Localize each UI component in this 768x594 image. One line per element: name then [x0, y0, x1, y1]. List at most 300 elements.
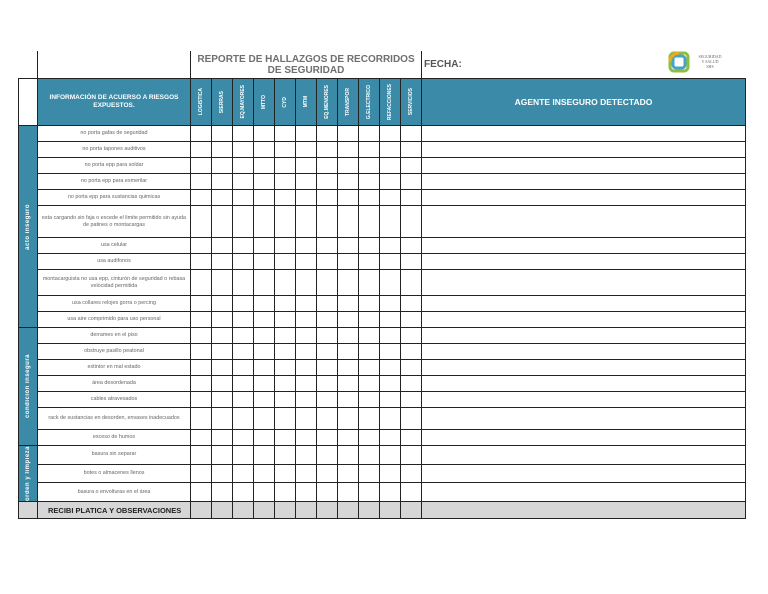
check-cell[interactable]: [191, 446, 212, 465]
check-cell[interactable]: [317, 238, 338, 254]
check-cell[interactable]: [254, 238, 275, 254]
risk-item: usa collares relojes gorra o percing: [38, 296, 191, 312]
table-row: [19, 446, 746, 465]
check-cell[interactable]: [380, 158, 401, 174]
check-cell[interactable]: [380, 312, 401, 328]
check-cell[interactable]: [401, 238, 422, 254]
footer-cell[interactable]: [359, 502, 380, 519]
check-cell[interactable]: [359, 190, 380, 206]
check-cell[interactable]: [254, 296, 275, 312]
check-cell[interactable]: [317, 464, 338, 483]
check-cell[interactable]: [296, 254, 317, 270]
check-cell[interactable]: [212, 446, 233, 465]
check-cell[interactable]: [359, 328, 380, 344]
check-cell[interactable]: [296, 392, 317, 408]
check-cell[interactable]: [254, 142, 275, 158]
check-cell[interactable]: [191, 238, 212, 254]
check-cell[interactable]: [275, 464, 296, 483]
check-cell[interactable]: [296, 446, 317, 465]
check-cell[interactable]: [275, 360, 296, 376]
check-cell[interactable]: [212, 392, 233, 408]
check-cell[interactable]: [317, 328, 338, 344]
check-cell[interactable]: [359, 206, 380, 238]
check-cell[interactable]: [338, 430, 359, 446]
check-cell[interactable]: [317, 446, 338, 465]
check-cell[interactable]: [275, 270, 296, 296]
check-cell[interactable]: [191, 464, 212, 483]
check-cell[interactable]: [401, 126, 422, 142]
check-cell[interactable]: [338, 446, 359, 465]
check-cell[interactable]: [275, 190, 296, 206]
check-cell[interactable]: [338, 296, 359, 312]
check-cell[interactable]: [212, 430, 233, 446]
agente-cell[interactable]: [422, 174, 746, 190]
check-cell[interactable]: [317, 392, 338, 408]
check-cell[interactable]: [359, 344, 380, 360]
footer-cell[interactable]: [380, 502, 401, 519]
check-cell[interactable]: [233, 464, 254, 483]
check-cell[interactable]: [254, 464, 275, 483]
check-cell[interactable]: [317, 158, 338, 174]
check-cell[interactable]: [254, 312, 275, 328]
agente-cell[interactable]: [422, 328, 746, 344]
check-cell[interactable]: [254, 430, 275, 446]
check-cell[interactable]: [380, 174, 401, 190]
check-cell[interactable]: [296, 464, 317, 483]
agente-cell[interactable]: [422, 254, 746, 270]
footer-cell[interactable]: [317, 502, 338, 519]
check-cell[interactable]: [380, 483, 401, 502]
check-cell[interactable]: [359, 430, 380, 446]
check-cell[interactable]: [380, 142, 401, 158]
check-cell[interactable]: [317, 254, 338, 270]
check-cell[interactable]: [401, 142, 422, 158]
check-cell[interactable]: [296, 296, 317, 312]
check-cell[interactable]: [296, 344, 317, 360]
check-cell[interactable]: [212, 328, 233, 344]
table-row: [19, 158, 746, 174]
table-row: [19, 270, 746, 296]
check-cell[interactable]: [296, 190, 317, 206]
check-cell[interactable]: [338, 408, 359, 430]
check-cell[interactable]: [401, 190, 422, 206]
check-cell[interactable]: [233, 174, 254, 190]
check-cell[interactable]: [380, 238, 401, 254]
check-cell[interactable]: [275, 430, 296, 446]
check-cell[interactable]: [380, 254, 401, 270]
check-cell[interactable]: [380, 126, 401, 142]
check-cell[interactable]: [212, 483, 233, 502]
check-cell[interactable]: [338, 464, 359, 483]
check-cell[interactable]: [359, 126, 380, 142]
check-cell[interactable]: [401, 446, 422, 465]
risk-item: usa audifonos: [38, 254, 191, 270]
check-cell[interactable]: [212, 206, 233, 238]
fecha-label: FECHA:: [424, 59, 462, 70]
check-cell[interactable]: [338, 344, 359, 360]
check-cell[interactable]: [296, 270, 317, 296]
check-cell[interactable]: [338, 328, 359, 344]
check-cell[interactable]: [338, 376, 359, 392]
check-cell[interactable]: [191, 312, 212, 328]
footer-observations-cell[interactable]: [422, 502, 746, 519]
agente-cell[interactable]: [422, 270, 746, 296]
risk-item: no porta epp para esmerilar: [38, 174, 191, 190]
check-cell[interactable]: [359, 483, 380, 502]
check-cell[interactable]: [338, 142, 359, 158]
check-cell[interactable]: [359, 270, 380, 296]
agente-cell[interactable]: [422, 142, 746, 158]
risk-item: derrames en el piso: [38, 328, 191, 344]
agente-cell[interactable]: [422, 392, 746, 408]
check-cell[interactable]: [317, 312, 338, 328]
check-cell[interactable]: [359, 142, 380, 158]
footer-cell[interactable]: [275, 502, 296, 519]
check-cell[interactable]: [401, 174, 422, 190]
check-cell[interactable]: [275, 206, 296, 238]
header-blank: [19, 79, 38, 126]
check-cell[interactable]: [380, 360, 401, 376]
check-cell[interactable]: [254, 446, 275, 465]
check-cell[interactable]: [275, 174, 296, 190]
check-cell[interactable]: [317, 360, 338, 376]
check-cell[interactable]: [338, 360, 359, 376]
check-cell[interactable]: [317, 376, 338, 392]
col-header-servicios: SERVICIOS: [401, 79, 422, 126]
check-cell[interactable]: [275, 158, 296, 174]
title-blank: [38, 51, 191, 79]
check-cell[interactable]: [296, 328, 317, 344]
check-cell[interactable]: [233, 206, 254, 238]
category-label-cell: [19, 446, 38, 502]
check-cell[interactable]: [401, 254, 422, 270]
check-cell[interactable]: [380, 296, 401, 312]
check-cell[interactable]: [401, 376, 422, 392]
check-cell[interactable]: [254, 376, 275, 392]
check-cell[interactable]: [212, 312, 233, 328]
check-cell[interactable]: [317, 142, 338, 158]
check-cell[interactable]: [401, 483, 422, 502]
check-cell[interactable]: [275, 392, 296, 408]
check-cell[interactable]: [359, 158, 380, 174]
category-label-cell: [19, 126, 38, 328]
check-cell[interactable]: [401, 464, 422, 483]
check-cell[interactable]: [233, 190, 254, 206]
check-cell[interactable]: [233, 360, 254, 376]
check-cell[interactable]: [212, 238, 233, 254]
check-cell[interactable]: [254, 344, 275, 360]
check-cell[interactable]: [233, 328, 254, 344]
table-row: [19, 190, 746, 206]
check-cell[interactable]: [401, 392, 422, 408]
check-cell[interactable]: [212, 254, 233, 270]
check-cell[interactable]: [212, 464, 233, 483]
check-cell[interactable]: [317, 190, 338, 206]
check-cell[interactable]: [380, 270, 401, 296]
check-cell[interactable]: [191, 206, 212, 238]
check-cell[interactable]: [338, 483, 359, 502]
col-header-mtm: MTM: [296, 79, 317, 126]
check-cell[interactable]: [191, 126, 212, 142]
check-cell[interactable]: [317, 430, 338, 446]
check-cell[interactable]: [212, 408, 233, 430]
check-cell[interactable]: [359, 254, 380, 270]
check-cell[interactable]: [275, 408, 296, 430]
check-cell[interactable]: [296, 158, 317, 174]
footer-cell[interactable]: [401, 502, 422, 519]
check-cell[interactable]: [191, 254, 212, 270]
footer-cell[interactable]: [233, 502, 254, 519]
agente-cell[interactable]: [422, 446, 746, 465]
check-cell[interactable]: [233, 296, 254, 312]
check-cell[interactable]: [296, 376, 317, 392]
check-cell[interactable]: [296, 142, 317, 158]
check-cell[interactable]: [254, 483, 275, 502]
check-cell[interactable]: [338, 158, 359, 174]
agente-cell[interactable]: [422, 190, 746, 206]
check-cell[interactable]: [275, 296, 296, 312]
check-cell[interactable]: [338, 206, 359, 238]
check-cell[interactable]: [401, 158, 422, 174]
check-cell[interactable]: [296, 312, 317, 328]
check-cell[interactable]: [296, 360, 317, 376]
check-cell[interactable]: [359, 464, 380, 483]
check-cell[interactable]: [191, 158, 212, 174]
check-cell[interactable]: [380, 430, 401, 446]
check-cell[interactable]: [317, 296, 338, 312]
check-cell[interactable]: [359, 446, 380, 465]
check-cell[interactable]: [254, 254, 275, 270]
check-cell[interactable]: [401, 296, 422, 312]
agente-cell[interactable]: [422, 408, 746, 430]
check-cell[interactable]: [317, 408, 338, 430]
table-row: [19, 483, 746, 502]
check-cell[interactable]: [254, 126, 275, 142]
risk-item: usa celular: [38, 238, 191, 254]
check-cell[interactable]: [296, 430, 317, 446]
category-label-cell: [19, 328, 38, 446]
check-cell[interactable]: [191, 270, 212, 296]
check-cell[interactable]: [401, 408, 422, 430]
check-cell[interactable]: [191, 392, 212, 408]
check-cell[interactable]: [338, 190, 359, 206]
check-cell[interactable]: [254, 408, 275, 430]
risk-item: no porta epp para soldar: [38, 158, 191, 174]
check-cell[interactable]: [296, 408, 317, 430]
check-cell[interactable]: [212, 296, 233, 312]
risk-item: cables atravesados: [38, 392, 191, 408]
check-cell[interactable]: [254, 190, 275, 206]
check-cell[interactable]: [254, 174, 275, 190]
check-cell[interactable]: [233, 270, 254, 296]
check-cell[interactable]: [254, 392, 275, 408]
check-cell[interactable]: [254, 270, 275, 296]
agente-cell[interactable]: [422, 483, 746, 502]
check-cell[interactable]: [380, 408, 401, 430]
risk-item: no porta epp para sustancias quimicas: [38, 190, 191, 206]
check-cell[interactable]: [275, 483, 296, 502]
check-cell[interactable]: [212, 344, 233, 360]
check-cell[interactable]: [380, 376, 401, 392]
check-cell[interactable]: [191, 190, 212, 206]
check-cell[interactable]: [191, 430, 212, 446]
check-cell[interactable]: [233, 238, 254, 254]
check-cell[interactable]: [233, 483, 254, 502]
check-cell[interactable]: [212, 174, 233, 190]
check-cell[interactable]: [191, 376, 212, 392]
check-cell[interactable]: [401, 312, 422, 328]
check-cell[interactable]: [275, 312, 296, 328]
check-cell[interactable]: [233, 344, 254, 360]
check-cell[interactable]: [296, 126, 317, 142]
check-cell[interactable]: [401, 360, 422, 376]
check-cell[interactable]: [359, 312, 380, 328]
table-row: [19, 296, 746, 312]
check-cell[interactable]: [191, 344, 212, 360]
check-cell[interactable]: [233, 408, 254, 430]
risk-item: no porta gafas de seguridad: [38, 126, 191, 142]
check-cell[interactable]: [275, 328, 296, 344]
check-cell[interactable]: [191, 360, 212, 376]
check-cell[interactable]: [380, 344, 401, 360]
check-cell[interactable]: [317, 344, 338, 360]
check-cell[interactable]: [380, 190, 401, 206]
check-cell[interactable]: [338, 392, 359, 408]
check-cell[interactable]: [275, 126, 296, 142]
check-cell[interactable]: [191, 408, 212, 430]
check-cell[interactable]: [317, 174, 338, 190]
check-cell[interactable]: [212, 360, 233, 376]
check-cell[interactable]: [233, 254, 254, 270]
check-cell[interactable]: [212, 376, 233, 392]
check-cell[interactable]: [191, 174, 212, 190]
check-cell[interactable]: [338, 126, 359, 142]
check-cell[interactable]: [317, 206, 338, 238]
check-cell[interactable]: [338, 238, 359, 254]
check-cell[interactable]: [233, 430, 254, 446]
check-cell[interactable]: [359, 408, 380, 430]
check-cell[interactable]: [359, 174, 380, 190]
check-cell[interactable]: [191, 483, 212, 502]
check-cell[interactable]: [317, 483, 338, 502]
check-cell[interactable]: [401, 344, 422, 360]
agente-cell[interactable]: [422, 296, 746, 312]
check-cell[interactable]: [338, 254, 359, 270]
agente-cell[interactable]: [422, 158, 746, 174]
check-cell[interactable]: [275, 142, 296, 158]
check-cell[interactable]: [254, 206, 275, 238]
check-cell[interactable]: [233, 312, 254, 328]
agente-cell[interactable]: [422, 312, 746, 328]
check-cell[interactable]: [254, 158, 275, 174]
check-cell[interactable]: [212, 142, 233, 158]
check-cell[interactable]: [275, 254, 296, 270]
col-header-mtto: MTTO: [254, 79, 275, 126]
footer-cell[interactable]: [191, 502, 212, 519]
agente-cell[interactable]: [422, 344, 746, 360]
check-cell[interactable]: [233, 376, 254, 392]
footer-cell[interactable]: [296, 502, 317, 519]
check-cell[interactable]: [380, 328, 401, 344]
check-cell[interactable]: [338, 174, 359, 190]
check-cell[interactable]: [275, 238, 296, 254]
check-cell[interactable]: [338, 270, 359, 296]
footer-label: RECIBI PLATICA Y OBSERVACIONES: [38, 502, 191, 519]
check-cell[interactable]: [233, 446, 254, 465]
check-cell[interactable]: [191, 142, 212, 158]
footer-cell[interactable]: [338, 502, 359, 519]
report-table: [18, 51, 746, 519]
check-cell[interactable]: [359, 376, 380, 392]
check-cell[interactable]: [233, 126, 254, 142]
check-cell[interactable]: [359, 360, 380, 376]
check-cell[interactable]: [338, 312, 359, 328]
agente-cell[interactable]: [422, 464, 746, 483]
check-cell[interactable]: [275, 446, 296, 465]
risk-item: botes o almacenes llenos: [38, 464, 191, 483]
agente-cell[interactable]: [422, 360, 746, 376]
check-cell[interactable]: [233, 158, 254, 174]
agente-cell[interactable]: [422, 126, 746, 142]
check-cell[interactable]: [212, 270, 233, 296]
category-label: condición insegura: [25, 354, 31, 419]
check-cell[interactable]: [212, 190, 233, 206]
table-row: [19, 126, 746, 142]
check-cell[interactable]: [317, 126, 338, 142]
agente-cell[interactable]: [422, 376, 746, 392]
table-row: [19, 328, 746, 344]
check-cell[interactable]: [296, 174, 317, 190]
check-cell[interactable]: [359, 296, 380, 312]
check-cell[interactable]: [296, 483, 317, 502]
agente-cell[interactable]: [422, 430, 746, 446]
check-cell[interactable]: [233, 142, 254, 158]
check-cell[interactable]: [212, 126, 233, 142]
agente-cell[interactable]: [422, 238, 746, 254]
check-cell[interactable]: [401, 206, 422, 238]
table-row: [19, 344, 746, 360]
check-cell[interactable]: [212, 158, 233, 174]
check-cell[interactable]: [359, 392, 380, 408]
check-cell[interactable]: [296, 238, 317, 254]
check-cell[interactable]: [254, 328, 275, 344]
check-cell[interactable]: [191, 296, 212, 312]
check-cell[interactable]: [191, 328, 212, 344]
risk-item: extintor en mal estado: [38, 360, 191, 376]
check-cell[interactable]: [401, 430, 422, 446]
footer-cell[interactable]: [254, 502, 275, 519]
check-cell[interactable]: [233, 392, 254, 408]
report-sheet: [18, 51, 745, 519]
agente-cell[interactable]: [422, 206, 746, 238]
check-cell[interactable]: [317, 270, 338, 296]
check-cell[interactable]: [401, 328, 422, 344]
check-cell[interactable]: [401, 270, 422, 296]
check-cell[interactable]: [275, 344, 296, 360]
check-cell[interactable]: [359, 238, 380, 254]
check-cell[interactable]: [254, 360, 275, 376]
check-cell[interactable]: [380, 392, 401, 408]
check-cell[interactable]: [296, 206, 317, 238]
footer-cell[interactable]: [212, 502, 233, 519]
check-cell[interactable]: [380, 206, 401, 238]
check-cell[interactable]: [380, 464, 401, 483]
table-row: [19, 174, 746, 190]
corner-blank: [19, 51, 38, 79]
check-cell[interactable]: [275, 376, 296, 392]
check-cell[interactable]: [380, 446, 401, 465]
risk-item: esta cargando sin faja o excede el limite permitido sin ayuda de patines o montacargas: [38, 206, 191, 238]
